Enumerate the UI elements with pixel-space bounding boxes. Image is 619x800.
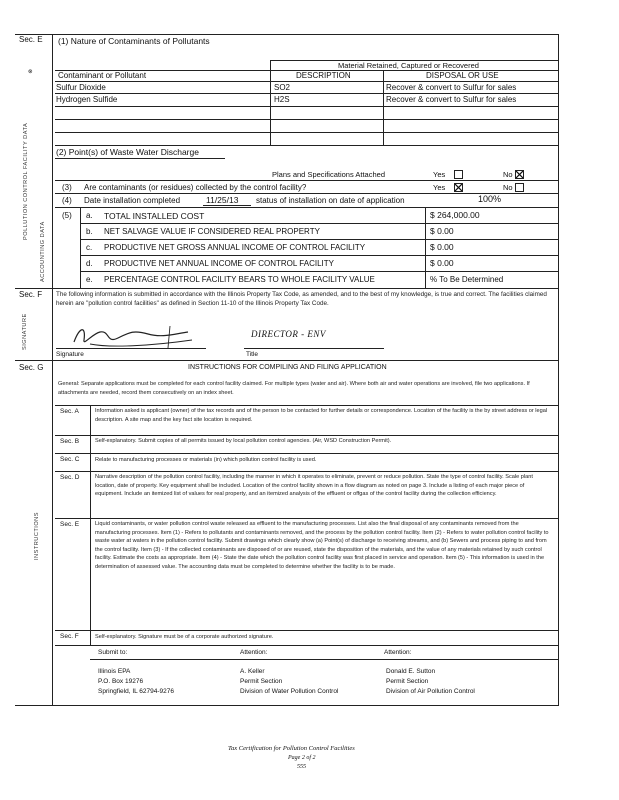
sec-c-text: Relate to manufacturing processes or materials (in) which pollution control facility is used. [95, 457, 317, 463]
col-contaminant: Contaminant or Pollutant [58, 71, 147, 80]
sec-f-instr-label: Sec. F [60, 633, 79, 640]
sec-e-instr-label: Sec. E [60, 521, 80, 528]
plans-yes-label: Yes [433, 170, 446, 179]
vertical-label-pollution: POLLUTION CONTROL FACILITY DATA [23, 122, 29, 240]
attention-2-label: Attention: [384, 649, 412, 656]
acct-a-label: TOTAL INSTALLED COST [104, 211, 205, 221]
side-mark: ⊗ [28, 69, 33, 75]
acct-e-letter: e. [86, 275, 93, 284]
sec-f-label: Sec. F [19, 290, 43, 299]
footer-line-3: 555 [297, 764, 306, 770]
title-value: DIRECTOR - ENV [251, 329, 326, 339]
attention-1-label: Attention: [240, 649, 268, 656]
vertical-label-accounting: ACCOUNTING DATA [40, 221, 46, 282]
q3-num: (3) [62, 183, 72, 192]
submit-to-label: Submit to: [98, 649, 128, 656]
addr-3-line-2: Permit Section [386, 678, 429, 685]
sec-d-text: Narrative description of the pollution control facility, including the manner in which it operates to eliminate, prevent or reduce pollution. State the type of control facility. Scale plant location, date of property. Key equipment shall be included. Location of the control facility shown in a flow diagram as noted on page 3. Include a listing of each major piece of equipment. Include an itemized list of values for real property, and an itemized analysis of the effluent or offgas of the control facility during the collection efficiency. [95, 474, 533, 498]
addr-3-line-3: Division of Air Pollution Control [386, 688, 475, 695]
plans-label: Plans and Specifications Attached [272, 170, 385, 179]
vertical-label-signature: SIGNATURE [22, 313, 28, 350]
row-2-disposal: Recover & convert to Sulfur for sales [386, 95, 517, 104]
q3-yes-checkbox[interactable] [454, 183, 463, 192]
rule [558, 34, 559, 288]
row-1-disposal: Recover & convert to Sulfur for sales [386, 83, 517, 92]
sec-c-label: Sec. C [60, 456, 80, 463]
signature-label: Signature [56, 351, 84, 358]
acct-a-value: $ 264,000.00 [430, 210, 480, 220]
signature-image [70, 320, 200, 350]
acct-b-label: NET SALVAGE VALUE IF CONSIDERED REAL PROPERTY [104, 227, 320, 236]
sec-f-text: The following information is submitted in accordance with the Illinois Property Tax Code, as amended, and to the best of my knowledge, is true and correct. The facilities claimed herein are "pollution control facilities" as defined in Section 11-10 of the Illinois Property Tax Code. [56, 291, 547, 307]
acct-b-value: $ 0.00 [430, 226, 454, 236]
acct-e-label: PERCENTAGE CONTROL FACILITY BEARS TO WHOLE FACILITY VALUE [104, 275, 375, 284]
title-label: Title [246, 351, 259, 358]
acct-a-letter: a. [86, 211, 93, 220]
sec-a-text: Information asked is applicant (owner) of the tax records and of the person to be contacted for further details or correspondence. Location of the facility is the by street address or legal description. A site map and the key fact site location is required. [95, 408, 548, 423]
q4-text: Date installation completed [84, 196, 181, 205]
col-description: DESCRIPTION [296, 71, 351, 80]
row-1-contaminant: Sulfur Dioxide [56, 83, 106, 92]
item-1-title: (1) Nature of Contaminants of Pollutants [58, 36, 210, 46]
plans-yes-checkbox[interactable] [454, 170, 463, 179]
sec-e-label: Sec. E [19, 35, 43, 44]
col-disposal: DISPOSAL OR USE [426, 71, 499, 80]
q3-no-checkbox[interactable] [515, 183, 524, 192]
row-1-description: SO2 [274, 83, 291, 92]
acct-d-letter: d. [86, 259, 93, 268]
acct-c-value: $ 0.00 [430, 242, 454, 252]
acct-e-value: % To Be Determined [430, 275, 504, 284]
material-header: Material Retained, Captured or Recovered [338, 61, 479, 70]
q3-yes-label: Yes [433, 183, 446, 192]
q3-text: Are contaminants (or residues) collected by the control facility? [84, 183, 307, 192]
addr-2-line-2: Permit Section [240, 678, 283, 685]
acct-d-value: $ 0.00 [430, 258, 454, 268]
sec-g-heading: INSTRUCTIONS FOR COMPILING AND FILING APPLICATION [188, 364, 387, 371]
acct-d-label: PRODUCTIVE NET ANNUAL INCOME OF CONTROL FACILITY [104, 259, 334, 268]
addr-1-line-3: Springfield, IL 62794-9276 [98, 688, 175, 695]
rule [52, 34, 53, 288]
footer-line-1: Tax Certification for Pollution Control Facilities [228, 745, 355, 752]
rule [15, 34, 559, 35]
q4-date: 11/25/13 [206, 195, 239, 205]
general-text: General: Separate applications must be completed for each control facility claimed. For multiple types (water and air). Where both air and water operations are involved, file two applications. If attachments are needed, record them consecutively on an index sheet. [58, 381, 530, 396]
footer-line-2: Page 2 of 2 [288, 755, 316, 761]
addr-1-line-2: P.O. Box 19276 [98, 678, 144, 685]
sec-f-instr-text: Self-explanatory. Signature must be of a corporate authorized signature. [95, 634, 274, 640]
q4-status: 100% [478, 194, 502, 204]
sec-b-label: Sec. B [60, 438, 80, 445]
addr-1-line-1: Illinois EPA [98, 668, 131, 675]
addr-2-line-3: Division of Water Pollution Control [240, 688, 339, 695]
q5-num: (5) [62, 211, 72, 220]
addr-2-line-1: A. Keller [240, 668, 265, 675]
plans-no-label: No [503, 170, 513, 179]
item-2-title: (2) Point(s) of Waste Water Discharge [56, 147, 199, 157]
row-2-contaminant: Hydrogen Sulfide [56, 95, 118, 104]
vertical-label-instructions: INSTRUCTIONS [34, 512, 40, 560]
addr-3-line-1: Donald E. Sutton [386, 668, 436, 675]
plans-no-checkbox[interactable] [515, 170, 524, 179]
sec-e-instr-text: Liquid contaminants, or water pollution control waste released as effluent to the manufacturing processes. List also the final disposal of any contaminants removed from the manufacturing processes. Item (1) - Refers to pollutants and contaminants removed, and the process by the pollution control facility. Item (2) - Refers to water pollution control facility to waste water at waters in the pollution control facility. Submit drawings which clearly show (a) Point(s) of discharge to receiving streams, and (b) Sewers and process piping to and from the control facility. Item (3) - If the collected contaminants are disposed of or are reused, state the disposition of the materials, and the value of any materials retained by such control facility. Estimate the costs as appropriate. Item (4) - State the date which the pollution control facility was first placed in service and operation. Item (5) - This information is used in the determination of assessed value. The accounting data must be completed to determine whether the facility is to be made. [95, 521, 549, 570]
acct-c-label: PRODUCTIVE NET GROSS ANNUAL INCOME OF CONTROL FACILITY [104, 243, 366, 252]
q4-status-text: status of installation on date of application [256, 196, 405, 205]
acct-b-letter: b. [86, 227, 93, 236]
sec-b-text: Self-explanatory. Submit copies of all permits issued by local pollution control agencies. (Air, WSD Construction Permit). [95, 438, 392, 444]
q4-num: (4) [62, 196, 72, 205]
sec-d-label: Sec. D [60, 474, 80, 481]
sec-g-label: Sec. G [19, 363, 44, 372]
row-2-description: H2S [274, 95, 290, 104]
acct-c-letter: c. [86, 243, 93, 252]
sec-a-label: Sec. A [60, 408, 79, 415]
q3-no-label: No [503, 183, 513, 192]
